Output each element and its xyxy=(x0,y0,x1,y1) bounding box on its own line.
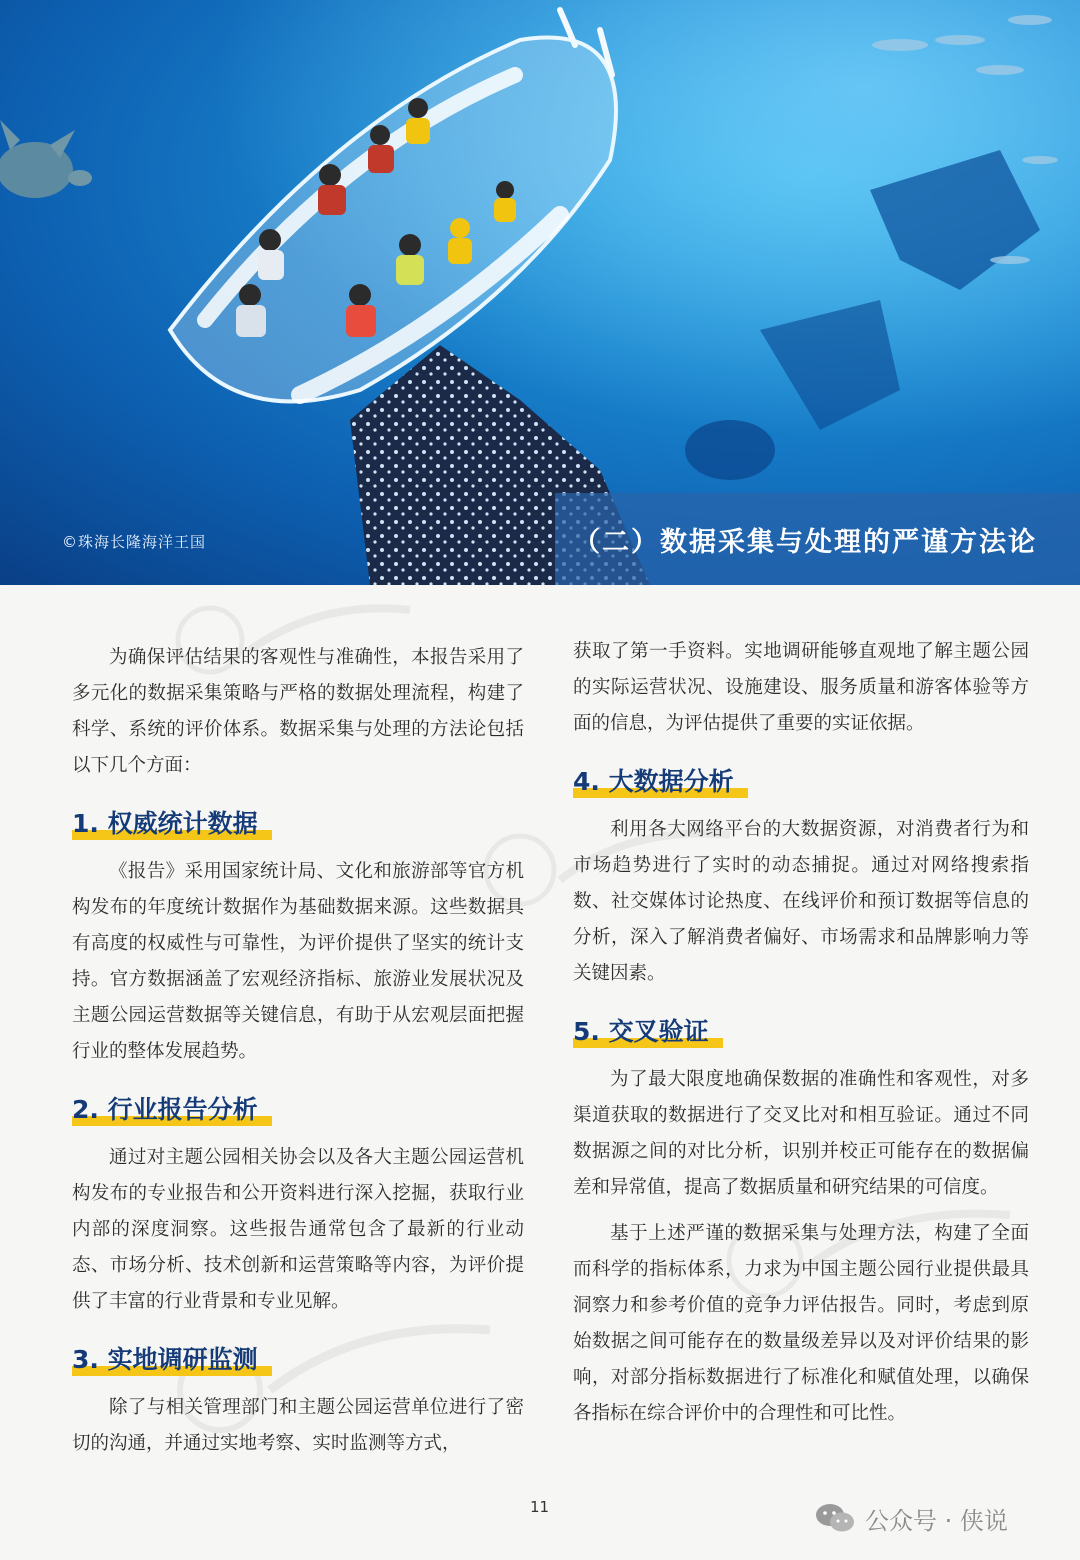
photo-credit: ©珠海长隆海洋王国 xyxy=(62,533,207,551)
heading-industry-report: 2. 行业报告分析 xyxy=(72,1090,272,1126)
heading-field-research: 3. 实地调研监测 xyxy=(72,1340,272,1376)
paragraph-cross-validation: 为了最大限度地确保数据的准确性和客观性，对多渠道获取的数据进行了交叉比对和相互验证。通过不同数据源之间的对比分析，识别并校正可能存在的数据偏差和异常值，提高了数据质量和研究结果的可信度。 xyxy=(573,1069,1029,1198)
intro-paragraph: 为确保评估结果的客观性与准确性，本报告采用了多元化的数据采集策略与严格的数据处理流程，构建了科学、系统的评价体系。数据采集与处理的方法论包括以下几个方面： xyxy=(72,647,524,776)
heading-big-data: 4. 大数据分析 xyxy=(573,762,748,798)
paragraph-field-research: 除了与相关管理部门和主题公园运营单位进行了密切的沟通，并通过实地考察、实时监测等方式， xyxy=(72,1397,524,1454)
page-number: 11 xyxy=(530,1498,550,1516)
wechat-account-badge[interactable] xyxy=(815,1500,1008,1536)
section-title: （二）数据采集与处理的严谨方法论 xyxy=(573,527,1037,558)
paragraph-big-data: 利用各大网络平台的大数据资源，对消费者行为和市场趋势进行了实时的动态捕捉。通过对网络搜索指数、社交媒体讨论热度、在线评价和预订数据等信息的分析，深入了解消费者偏好、市场需求和品牌影响力等关键因素。 xyxy=(573,819,1029,984)
paragraph-conclusion: 基于上述严谨的数据采集与处理方法，构建了全面而科学的指标体系，力求为中国主题公园行业提供最具洞察力和参考价值的竞争力评估报告。同时，考虑到原始数据之间可能存在的数量级差异以及对评价结果的影响，对部分指标数据进行了标准化和赋值处理，以确保各指标在综合评价中的合理性和可比性。 xyxy=(573,1223,1029,1424)
paragraph-statistics: 《报告》采用国家统计局、文化和旅游部等官方机构发布的年度统计数据作为基础数据来源。这些数据具有高度的权威性与可靠性，为评价提供了坚实的统计支持。官方数据涵盖了宏观经济指标、旅游业发展状况及主题公园运营数据等关键信息，有助于从宏观层面把握行业的整体发展趋势。 xyxy=(72,861,524,1062)
right-column xyxy=(573,634,1029,1432)
hero-photo xyxy=(0,0,1080,585)
left-column xyxy=(72,640,524,1462)
paragraph-field-research-continued: 获取了第一手资料。实地调研能够直观地了解主题公园的实际运营状况、设施建设、服务质量和游客体验等方面的信息，为评估提供了重要的实证依据。 xyxy=(573,641,1029,734)
wechat-account-label: 公众号 · 侠说 xyxy=(865,1506,1008,1535)
paragraph-industry-report: 通过对主题公园相关协会以及各大主题公园运营机构发布的专业报告和公开资料进行深入挖掘，获取行业内部的深度洞察。这些报告通常包含了最新的行业动态、市场分析、技术创新和运营策略等内容，为评价提供了丰富的行业背景和专业见解。 xyxy=(72,1147,524,1312)
heading-authoritative-statistics: 1. 权威统计数据 xyxy=(72,804,272,840)
stingray xyxy=(685,420,775,480)
wechat-icon xyxy=(815,1502,855,1534)
heading-cross-validation: 5. 交叉验证 xyxy=(573,1012,723,1048)
